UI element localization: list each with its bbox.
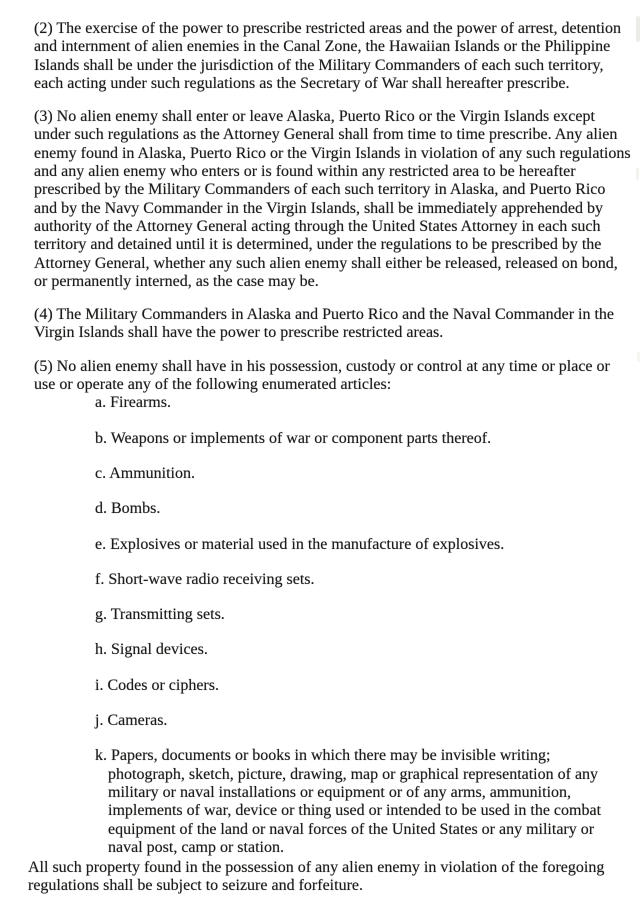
text-line: h. Signal devices. (95, 641, 208, 659)
text-line: photograph, sketch, picture, drawing, map or graphical representation of any (108, 765, 599, 783)
list-item-b (95, 430, 640, 448)
list-item-a (95, 394, 640, 412)
text-line: under such regulations as the Attorney General shall from time to time prescribe. Any alien (34, 126, 618, 144)
text-line: Islands shall be under the jurisdiction of the Military Commanders of each such territory, (34, 56, 604, 74)
text-line: a. Firearms. (95, 394, 171, 412)
text-line: equipment of the land or naval forces of the United States or any military or (108, 820, 595, 838)
text-line: c. Ammunition. (95, 464, 195, 482)
list-item-k (95, 747, 640, 857)
paragraph-4 (34, 306, 640, 343)
text-line: Attorney General, whether any such alien enemy shall either be released, released on bond, (34, 254, 618, 272)
closing-paragraph (28, 859, 640, 896)
text-line: g. Transmitting sets. (95, 606, 225, 624)
list-item-j (95, 712, 640, 730)
text-line: (4) The Military Commanders in Alaska and Puerto Rico and the Naval Commander in the (34, 306, 615, 324)
text-line: k. Papers, documents or books in which there may be invisible writing; (95, 747, 551, 765)
list-item-g (95, 606, 640, 624)
list-item-d (95, 500, 640, 518)
list-item-c (95, 465, 640, 483)
text-line: territory and detained until it is determined, under the regulations to be prescribed by the (34, 236, 602, 254)
text-line: regulations shall be subject to seizure and forfeiture. (28, 877, 363, 895)
text-line: d. Bombs. (95, 500, 161, 518)
text-line: e. Explosives or material used in the manufacture of explosives. (95, 535, 505, 553)
text-line: each acting under such regulations as the Secretary of War shall hereafter prescribe. (34, 74, 570, 92)
text-line: b. Weapons or implements of war or component parts thereof. (95, 429, 492, 447)
text-line: or permanently interned, as the case may be. (34, 272, 319, 290)
paragraph-2 (34, 20, 640, 93)
list-item-h (95, 641, 640, 659)
text-line: All such property found in the possession of any alien enemy in violation of the foregoing (28, 859, 605, 877)
text-line: f. Short-wave radio receiving sets. (95, 570, 315, 588)
text-line: and internment of alien enemies in the Canal Zone, the Hawaiian Islands or the Philippine (34, 38, 611, 56)
list-item-i (95, 677, 640, 695)
text-line: (5) No alien enemy shall have in his possession, custody or control at any time or place or (34, 357, 610, 375)
scan-smudge-artifact (636, 168, 639, 180)
text-line: enemy found in Alaska, Puerto Rico or the Virgin Islands in violation of any such regulations (34, 144, 631, 162)
text-line: Virgin Islands shall have the power to prescribe restricted areas. (34, 324, 444, 342)
text-line: implements of war, device or thing used or intended to be used in the combat (108, 802, 602, 820)
scan-smudge-artifact (636, 16, 640, 42)
paragraph-5 (34, 358, 640, 395)
text-line: (3) No alien enemy shall enter or leave Alaska, Puerto Rico or the Virgin Islands except (34, 108, 595, 126)
text-line: use or operate any of the following enumerated articles: (34, 376, 392, 394)
text-line: naval post, camp or station. (108, 838, 284, 856)
paragraph-3 (34, 108, 640, 291)
text-line: and by the Navy Commander in the Virgin Islands, shall be immediately apprehended by (34, 199, 603, 217)
list-item-f (95, 571, 640, 589)
text-line: (2) The exercise of the power to prescribe restricted areas and the power of arrest, detention (34, 20, 621, 37)
text-line: and any alien enemy who enters or is found within any restricted area to be hereafter (34, 163, 576, 181)
text-line: i. Codes or ciphers. (95, 676, 219, 694)
text-line: prescribed by the Military Commanders of each such territory in Alaska, and Puerto Rico (34, 181, 606, 199)
text-line: j. Cameras. (95, 712, 168, 730)
text-line: authority of the Attorney General acting through the United States Attorney in each such (34, 217, 601, 235)
list-item-e (95, 536, 640, 554)
text-line: military or naval installations or equipment or of any arms, ammunition, (108, 783, 572, 801)
